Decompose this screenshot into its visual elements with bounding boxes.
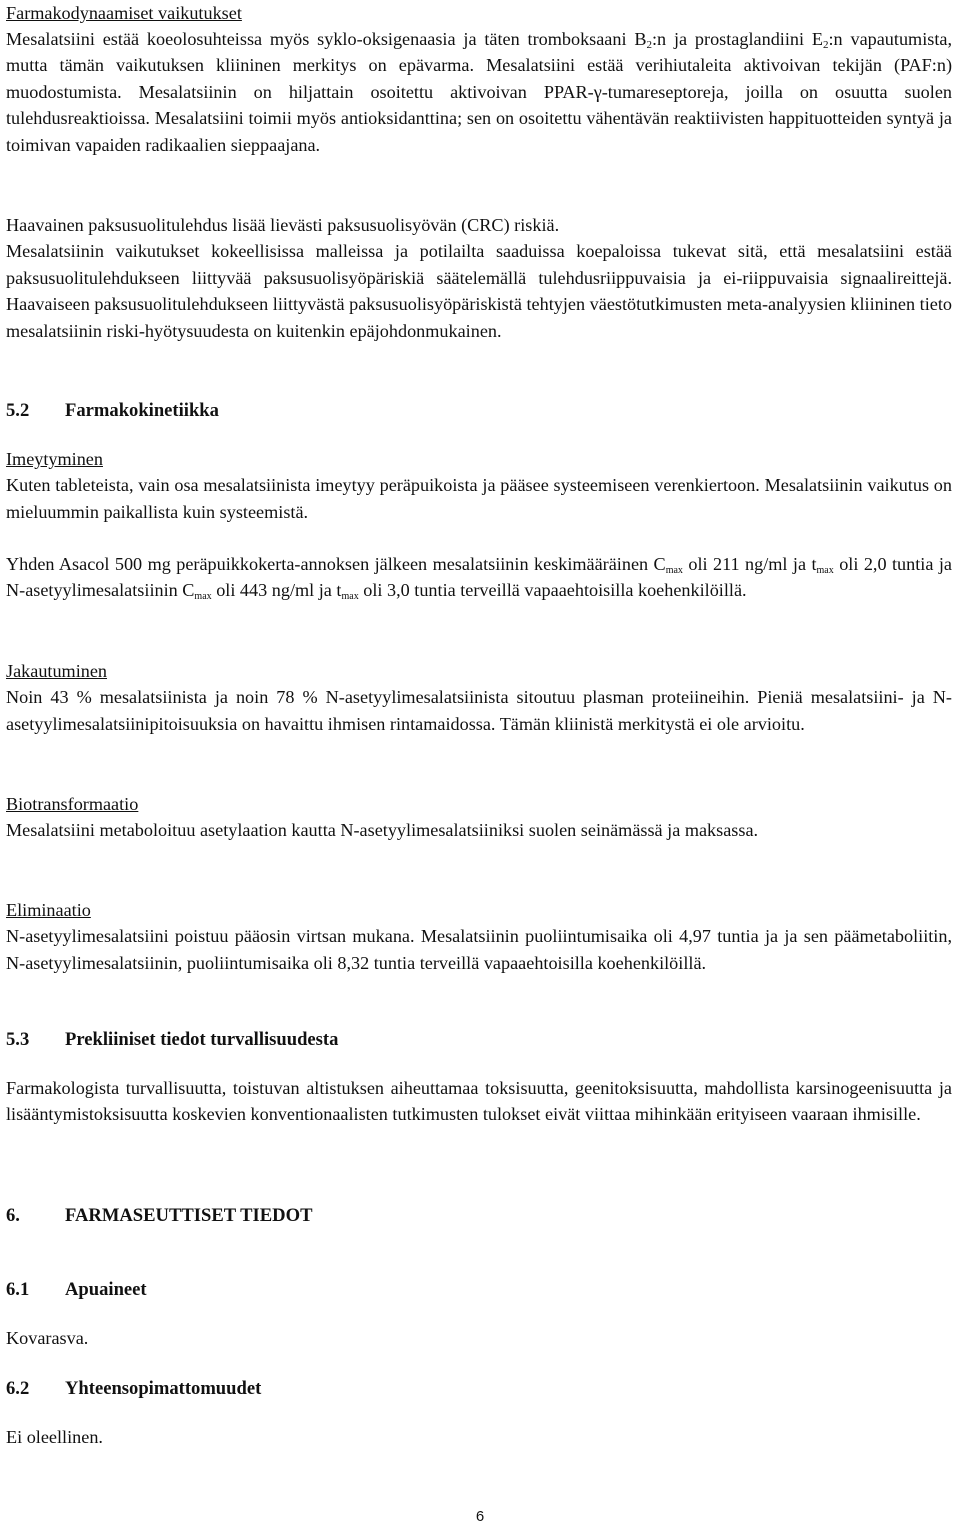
section-title: Prekliiniset tiedot turvallisuudesta — [65, 1029, 339, 1050]
section-heading-5-2 — [6, 398, 219, 424]
subheading-eliminaatio: Eliminaatio — [6, 900, 91, 920]
section-heading-6 — [6, 1203, 312, 1229]
section-number: 5.2 — [6, 400, 30, 421]
subheading-biotransformaatio: Biotransformaatio — [6, 794, 139, 814]
paragraph-asacol-pk: Yhden Asacol 500 mg peräpuikkokerta-annoksen jälkeen mesalatsiinin keskimääräinen $C_{max}$ oli 211 ng/ml ja $t_{max}$ oli 2,0 tuntia ja N-asetyylimesalatsiinin $C_{max}$ oli 443 ng/ml ja $t_{max}$ oli 3,0 tuntia terveillä vapaaehtoisilla koehenkilöillä. — [6, 554, 952, 603]
section-number: 5.3 — [6, 1029, 30, 1050]
paragraph-eliminaatio: Eliminaatio N-asetyylimesalatsiini poistuu pääosin virtsan mukana. Mesalatsiinin puoliintumisaika oli 4,97 tuntia ja ja sen päämetaboliitin, N-asetyylimesalatsiinin, puoliintumisaika oli 8,32 tuntia terveillä vapaaehtoisilla koehenkilöillä. — [6, 900, 952, 973]
paragraph-crc-risk: Haavainen paksusuolitulehdus lisää lievästi paksusuolisyövän (CRC) riskiä. Mesalatsiinin vaikutukset kokeellisissa malleissa ja potilailta saaduissa koepaloissa tukevat sitä, että mesalatsiini estää paksusuolitulehdukseen liittyvää paksusuolisyöpäriskiä säätelemällä tulehdusriippuvaisia ja ei-riippuvaisia signaalireittejä. Haavaiseen paksusuolitulehdukseen liittyvästä paksusuolisyöpäriskistä tehtyjen väestötutkimusten meta-analyysien kliininen tieto mesalatsiinin riski-hyötysuudesta on kuitenkin epäjohdonmukainen. — [6, 215, 952, 341]
section-number: 6.1 — [6, 1279, 30, 1300]
paragraph-biotransformaatio: Biotransformaatio Mesalatsiini metaboloituu asetylaation kautta N-asetyylimesalatsiiniksi suolen seinämässä ja maksassa. — [6, 794, 759, 841]
section-heading-5-3 — [6, 1027, 338, 1053]
section-heading-farmakodynamiikka — [6, 0, 952, 26]
section-title: FARMASEUTTISET TIEDOT — [65, 1205, 313, 1226]
section-number: 6. — [6, 1205, 20, 1226]
page-number: 6 — [475, 1508, 485, 1525]
section-heading-6-1 — [6, 1277, 147, 1303]
section-title: Apuaineet — [65, 1279, 147, 1300]
section-heading-6-2 — [6, 1376, 261, 1402]
section-title: Farmakokinetiikka — [65, 400, 219, 421]
subheading-jakautuminen: Jakautuminen — [6, 661, 108, 681]
paragraph-yhteensopimattomuudet: Ei oleellinen. — [6, 1427, 103, 1447]
section-number: 6.2 — [6, 1378, 30, 1399]
paragraph-apuaineet: Kovarasva. — [6, 1328, 89, 1348]
section-title: Yhteensopimattomuudet — [65, 1378, 262, 1399]
paragraph-mechanism: Mesalatsiini estää koeolosuhteissa myös syklo-oksigenaasia ja täten tromboksaani $B_2:n$ ja prostaglandiini $E_2:n$ vapautumista, mutta tämän vaikutuksen kliininen merkitys on epävarma. Mesalatsiini estää verihiutaleita aktivoivan tekijän (PAF:n) muodostumista. Mesalatsiinin on hiljattain osoitettu aktivoivan PPAR-γ-tumareseptoreja, joilla on osuutta suolen tulehdusreaktioissa. Mesalatsiini toimii myös antioksidanttina; sen on osoitettu vähentävän reaktiivisten happituotteiden syntyä ja toimivan vapaiden radikaalien sieppaajana. — [6, 29, 953, 155]
paragraph-jakautuminen: Jakautuminen Noin 43 % mesalatsiinista ja noin 78 % N-asetyylimesalatsiinista sitoutuu plasman proteiineihin. Pieniä mesalatsiini- ja N-asetyylimesalatsiinipitoisuuksia on havaittu ihmisen rintamaidossa. Tämän kliinistä merkitystä ei ole arvioitu. — [6, 661, 952, 734]
paragraph-preclinical: Farmakologista turvallisuutta, toistuvan altistuksen aiheuttamaa toksisuutta, geenitoksisuutta, mahdollista karsinogeenisuutta ja lisääntymistoksisuutta koskevien konventionaalisten tutkimusten tulokset eivät viittaa mihinkään erityiseen vaaraan ihmisille. — [6, 1078, 952, 1125]
subheading-imeytyminen: Imeytyminen — [6, 449, 103, 469]
subheading-farmakodynaamiset: Farmakodynaamiset vaikutukset — [6, 3, 242, 23]
paragraph-imeytyminen: Imeytyminen Kuten tableteista, vain osa mesalatsiinista imeytyy peräpuikoista ja pääsee systeemiseen verenkiertoon. Mesalatsiinin vaikutus on mieluummin paikallista kuin systeemistä. — [6, 449, 952, 522]
